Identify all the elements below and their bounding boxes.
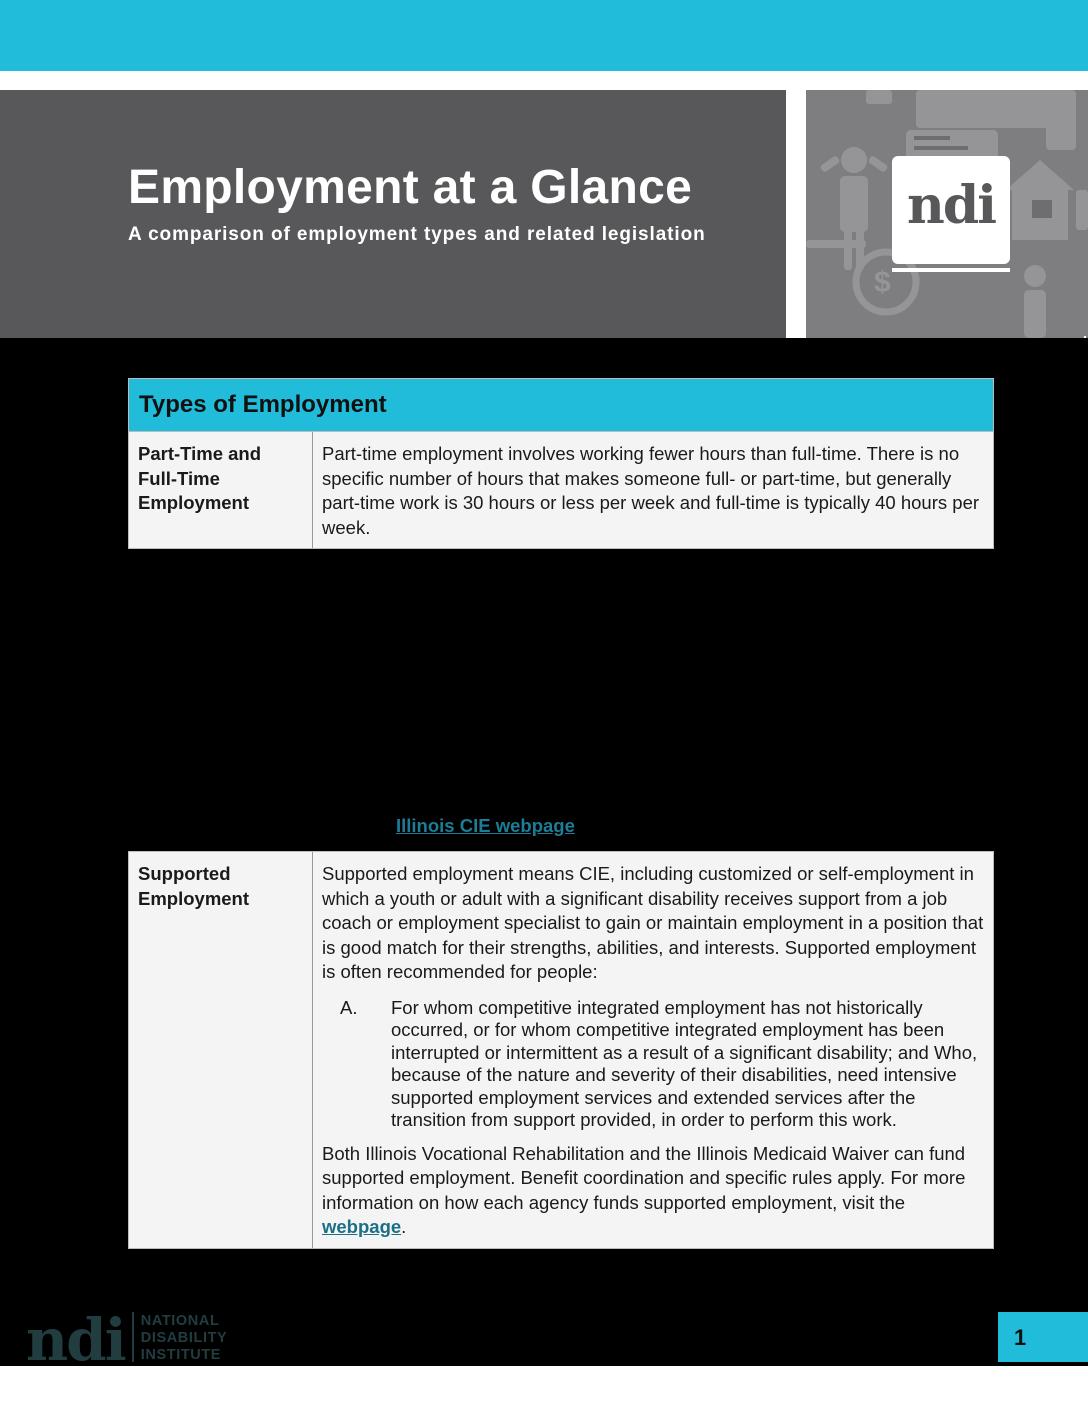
footer-logo-mark: ndi (26, 1306, 125, 1374)
row-label: Supported Employment (129, 852, 313, 1248)
page-subtitle: A comparison of employment types and related legislation (128, 224, 706, 245)
table-heading: Types of Employment (129, 379, 993, 432)
closing-paragraph (322, 1142, 984, 1240)
org-name-line: NATIONAL (140, 1313, 220, 1329)
intro-paragraph: Supported employment means CIE, including customized or self-employment in which a youth or adult with a significant disability receives support from a job coach or employment specialist to gain or maintain employment in a position that is good match for their strengths, abilities, and interests. Supported employment is often recommended for people: (322, 863, 984, 982)
illinois-cie-link[interactable]: Illinois CIE webpage (396, 815, 575, 836)
list-item (322, 997, 984, 1132)
org-name-line: DISABILITY (140, 1330, 228, 1346)
footer-logo-divider (132, 1312, 134, 1362)
table-row (129, 852, 993, 1248)
webpage-link[interactable]: webpage (322, 1216, 402, 1237)
footer-ndi-logo (26, 1306, 228, 1374)
supported-employment-table (128, 851, 994, 1249)
types-of-employment-table (128, 378, 994, 549)
page-title: Employment at a Glance (128, 161, 693, 214)
ndi-logo-underline (892, 268, 1010, 272)
closing-text: Both Illinois Vocational Rehabilitation and the Illinois Medicaid Waiver can fund supported employment. Benefit coordination and specific rules apply. For more information on how each agency funds supported employment, visit the (322, 1142, 966, 1213)
list-item-text: For whom competitive integrated employment has not historically occurred, or for whom competitive integrated employment has been interrupted or intermittent as a result of a significant disability; and Who, because of the nature and severity of their disabilities, need intensive supported employment services and extended services after the transition from support provided, in order to perform this work. (391, 996, 978, 1130)
table-row (129, 432, 993, 548)
org-name-line: INSTITUTE (140, 1347, 222, 1363)
ndi-logo-text: ndi (907, 175, 995, 236)
page-number: 1 (1014, 1325, 1027, 1350)
svg-text:$: $ (874, 266, 891, 299)
list-marker: A. (340, 996, 358, 1018)
criteria-list (322, 997, 984, 1132)
page-number-badge (998, 1312, 1088, 1362)
row-label: Part-Time and Full-Time Employment (129, 432, 313, 548)
footer-org-name (141, 1313, 228, 1364)
top-accent-bar (0, 0, 1088, 71)
hero-image (806, 90, 1088, 338)
row-description (313, 852, 993, 1248)
closing-period: . (401, 1216, 407, 1237)
row-description: Part-time employment involves working fewer hours than full-time. There is no specific number of hours that makes someone full- or part-time, but generally part-time work is 30 hours or less per week and full-time is typically 40 hours per week. (322, 443, 980, 538)
